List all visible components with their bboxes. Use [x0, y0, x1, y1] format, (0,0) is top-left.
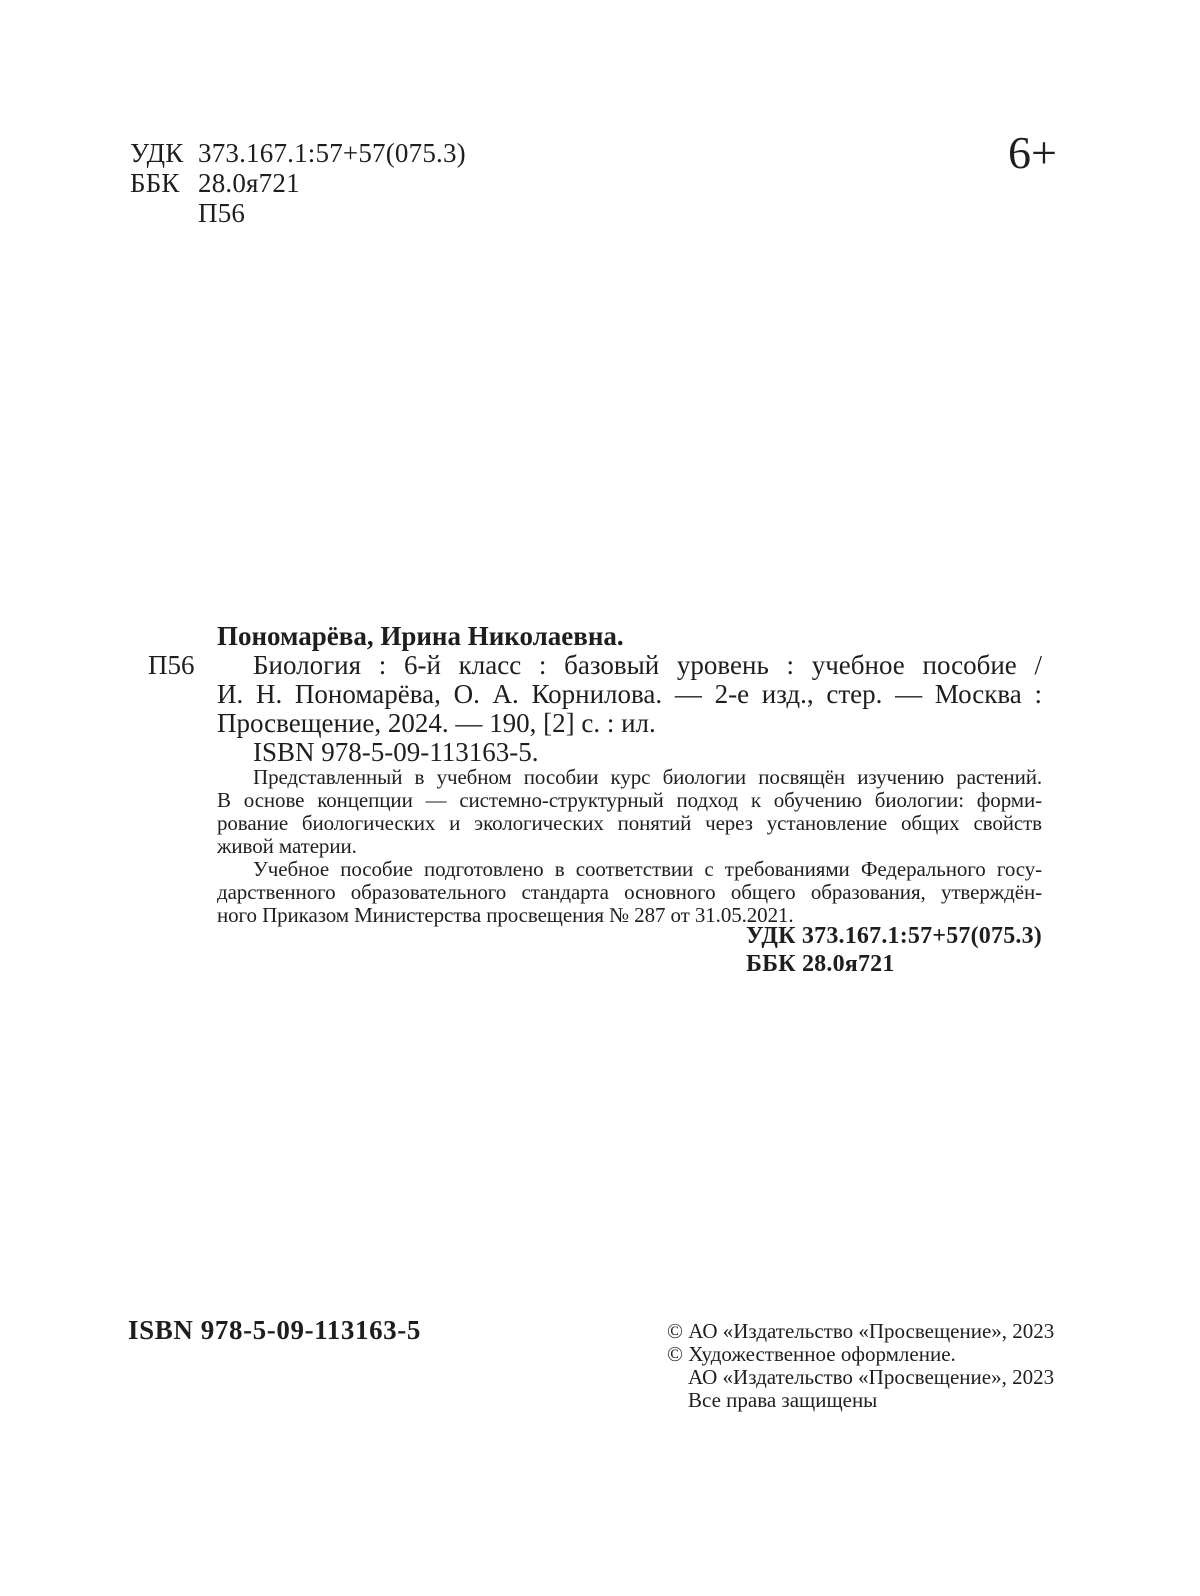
annotation-line: дарственного образовательного стандарта основного общего образования, утверждён- — [217, 880, 1042, 904]
udk-value: 373.167.1:57+57(075.3) — [198, 138, 466, 168]
author-name: Пономарёва, Ирина Николаевна. — [217, 621, 624, 651]
copyright-line: АО «Издательство «Просвещение», 2023 — [688, 1365, 1055, 1389]
imprint-bbk: ББК 28.0я721 — [746, 951, 895, 977]
udk-label: УДК — [130, 138, 184, 168]
biblio-description-line: Просвещение, 2024. — 190, [2] с. : ил. — [217, 708, 656, 738]
imprint-codes-block — [746, 922, 1042, 978]
classification-codes-block — [130, 138, 466, 228]
annotation-line: Представленный в учебном пособии курс биологии посвящён изучению растений. — [253, 765, 1042, 789]
author-code: П56 — [198, 198, 246, 228]
footer-isbn: ISBN 978-5-09-113163-5 — [128, 1315, 421, 1345]
annotation-paragraph-1 — [217, 766, 1042, 858]
annotation-paragraph-2 — [217, 858, 1042, 927]
biblio-description-line: И. Н. Пономарёва, О. А. Корнилова. — 2-е изд., стер. — Москва : — [217, 679, 1042, 709]
copyright-line: © Художественное оформление. — [667, 1342, 956, 1366]
annotation-block — [217, 766, 1042, 927]
biblio-isbn: ISBN 978-5-09-113163-5. — [253, 737, 539, 767]
bbk-value: 28.0я721 — [198, 168, 300, 198]
age-rating-badge: 6+ — [1008, 127, 1057, 178]
annotation-line: рование биологических и экологических понятий через установление общих свойств — [217, 811, 1042, 835]
annotation-line: живой материи. — [217, 834, 357, 858]
annotation-line: Учебное пособие подготовлено в соответствии с требованиями Федерального госу- — [253, 857, 1042, 881]
biblio-description-line: Биология : 6-й класс : базовый уровень : учебное пособие / — [253, 650, 1042, 680]
copyright-block — [667, 1320, 1054, 1412]
bbk-label: ББК — [130, 168, 180, 198]
margin-author-code: П56 — [148, 650, 195, 680]
copyright-line: Все права защищены — [688, 1388, 878, 1412]
imprint-udk: УДК 373.167.1:57+57(075.3) — [746, 923, 1042, 949]
bibliographic-record — [148, 621, 1042, 767]
annotation-line: В основе концепции — системно-структурный подход к обучению биологии: форми- — [217, 788, 1042, 812]
annotation-line: ного Приказом Министерства просвещения № 287 от 31.05.2021. — [217, 903, 794, 927]
author-code-spacer — [130, 198, 198, 228]
copyright-line: © АО «Издательство «Просвещение», 2023 — [667, 1319, 1055, 1343]
